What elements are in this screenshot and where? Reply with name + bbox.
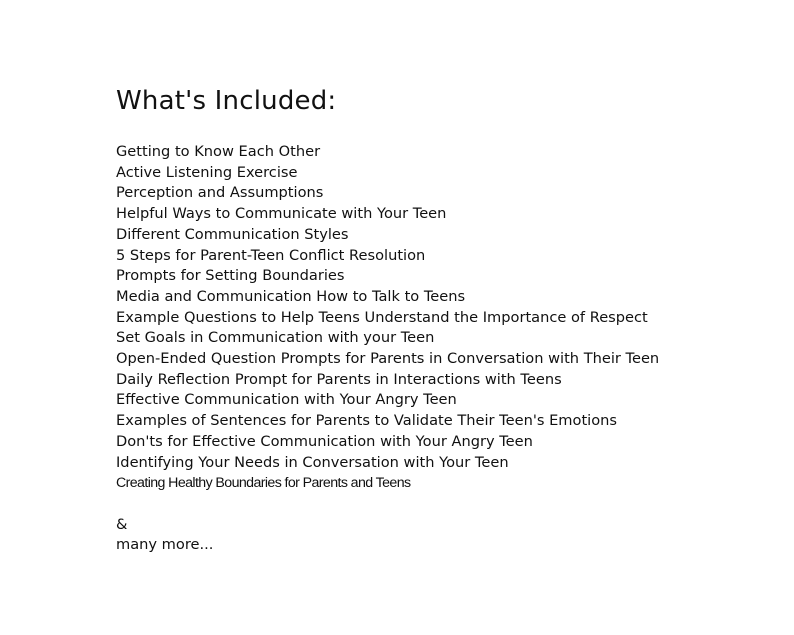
list-item: Set Goals in Communication with your Teen — [116, 329, 435, 347]
list-item: Example Questions to Help Teens Understand the Importance of Respect — [116, 308, 648, 326]
page-title: What's Included: — [116, 86, 337, 116]
list-item: Daily Reflection Prompt for Parents in Interactions with Teens — [116, 370, 562, 388]
list-item: Prompts for Setting Boundaries — [116, 267, 345, 285]
list-item: Perception and Assumptions — [116, 184, 324, 202]
list-item: Different Communication Styles — [116, 225, 349, 243]
ampersand-text: & — [116, 515, 128, 533]
list-item: Don'ts for Effective Communication with Your Angry Teen — [116, 432, 533, 450]
list-item: Creating Healthy Boundaries for Parents and Teens — [116, 475, 411, 492]
many-more-text: many more... — [116, 536, 214, 554]
list-item: Helpful Ways to Communicate with Your Teen — [116, 205, 447, 223]
content-page — [116, 84, 776, 556]
list-item: Examples of Sentences for Parents to Validate Their Teen's Emotions — [116, 412, 618, 430]
list-item: Media and Communication How to Talk to Teens — [116, 287, 466, 305]
list-item: Identifying Your Needs in Conversation with Your Teen — [116, 453, 509, 471]
list-item: 5 Steps for Parent-Teen Conflict Resolution — [116, 246, 426, 264]
included-list — [116, 142, 776, 494]
list-item: Effective Communication with Your Angry Teen — [116, 391, 457, 409]
list-item: Open-Ended Question Prompts for Parents in Conversation with Their Teen — [116, 350, 660, 368]
list-item: Getting to Know Each Other — [116, 143, 321, 160]
list-item: Active Listening Exercise — [116, 163, 298, 181]
